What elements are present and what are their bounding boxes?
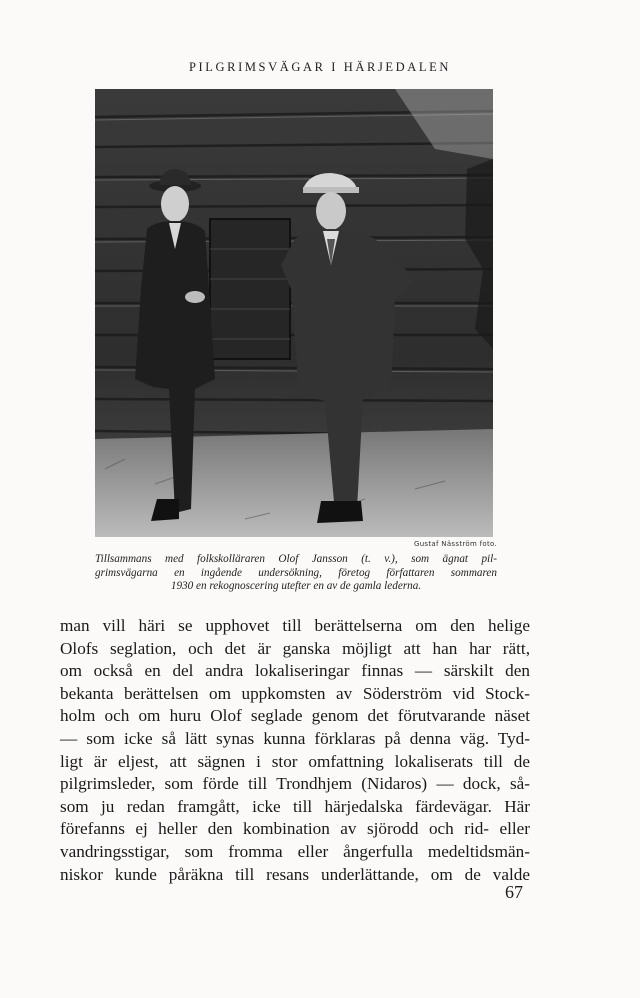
text-line: holm och om huru Olof seglade genom det förutvarande näset — [60, 706, 530, 726]
text-line: bekanta berättelsen om uppkomsten av Söderström vid Stock- — [60, 683, 530, 703]
text-line: niskor kunde påräkna till resans underlättande, om de valde — [60, 864, 530, 884]
page-number: 67 — [505, 882, 523, 902]
caption-line: Tillsammans med folkskolläraren Olof Jansson (t. v.), som ägnat pil- — [95, 553, 497, 565]
text-line: Olofs seglation, och det är ganska möjligt att han har rätt, — [60, 638, 530, 658]
text-line: — som icke så lätt synas kunna förklaras på denna väg. Tyd- — [60, 728, 530, 748]
text-line: förefanns ej heller den kombination av sjörodd och rid- eller — [60, 819, 530, 839]
text-line: om också en del andra lokaliseringar finnas — särskilt den — [60, 661, 530, 681]
caption-line: grimsvägarna en ingående undersökning, företog författaren sommaren — [95, 566, 497, 579]
text-line: pilgrimsleder, som förde till Trondhjem (Nidaros) — dock, så- — [60, 774, 530, 794]
running-head: PILGRIMSVÄGAR I HÄRJEDALEN — [188, 60, 452, 74]
photo-illustration — [95, 89, 493, 537]
body-paragraph — [60, 615, 530, 886]
figure-caption — [95, 553, 497, 594]
caption-line: 1930 en rekognoscering utefter en av de gamla lederna. — [170, 580, 422, 592]
text-line: vandringsstigar, som fromma eller ångerfulla medeltidsmän- — [60, 841, 530, 861]
photo-credit: Gustaf Näsström foto. — [413, 540, 497, 548]
text-line: man vill häri se upphovet till berättelserna om den helige — [60, 616, 530, 635]
photograph — [95, 89, 493, 537]
text-line: ligt är eljest, att sägnen i stor omfattning lokaliserats till de — [60, 751, 530, 771]
text-line: som ju redan framgått, icke till härjedalska färdevägar. Här — [60, 796, 530, 816]
